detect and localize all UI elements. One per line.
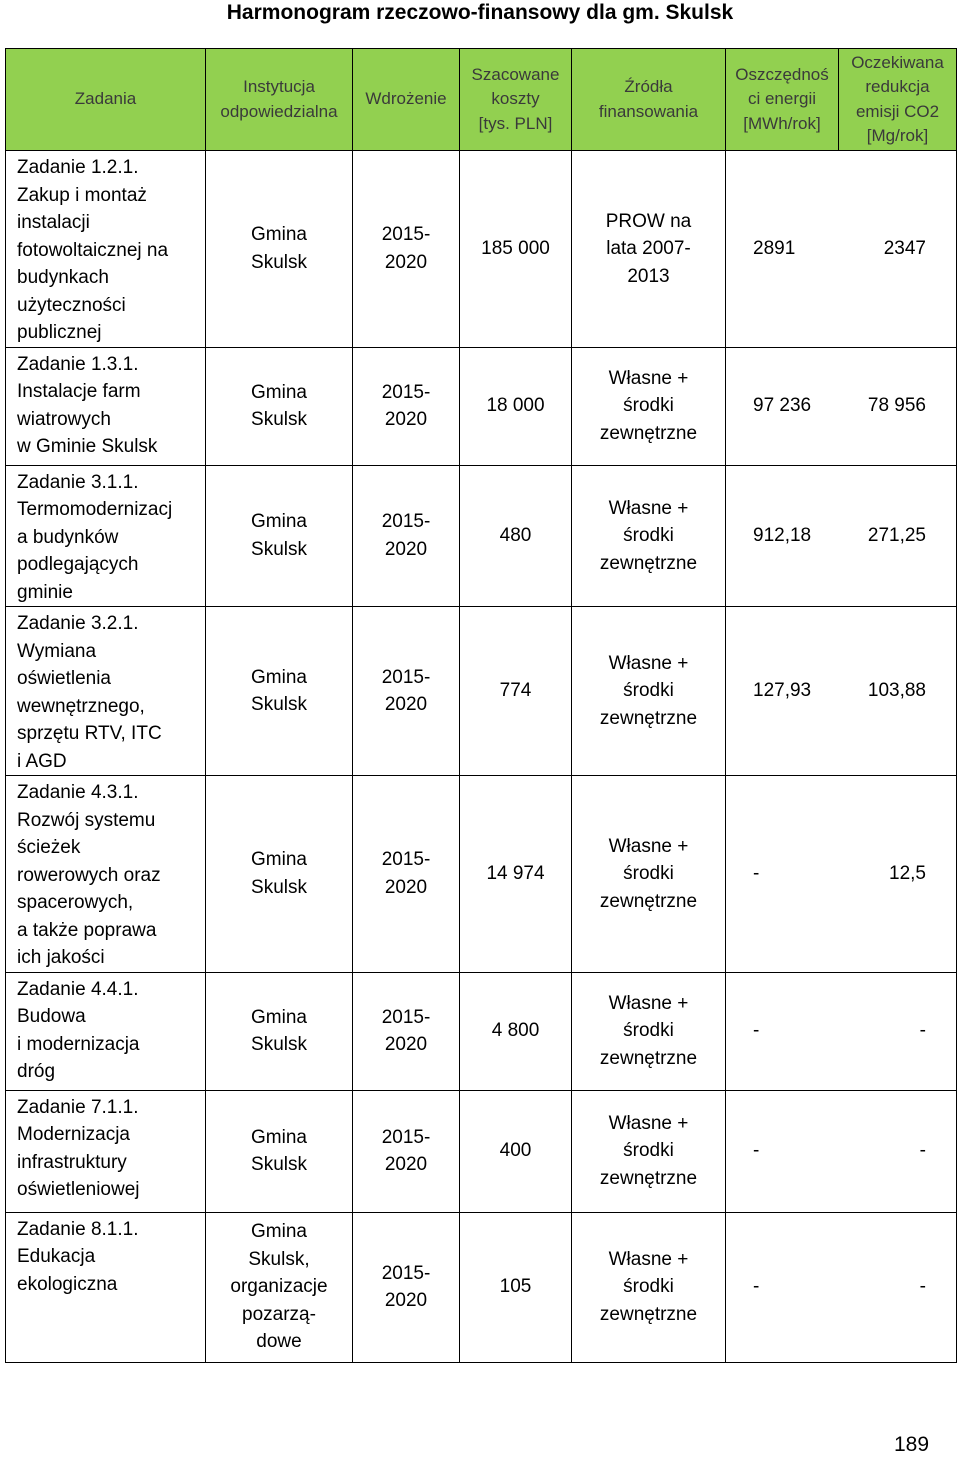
implementation-cell bbox=[353, 1212, 460, 1362]
task-line: i AGD bbox=[17, 750, 67, 772]
savings-reduction-cell bbox=[726, 151, 957, 348]
savings-reduction-cell bbox=[726, 347, 957, 465]
reduction-value: 271,25 bbox=[867, 525, 926, 546]
task-line: dróg bbox=[17, 1061, 56, 1082]
task-line: Zadanie 4.4.1. bbox=[17, 978, 139, 1000]
institution-line: Gmina bbox=[251, 666, 307, 688]
savings-reduction-cell bbox=[726, 465, 957, 607]
cost-value: 400 bbox=[499, 1140, 532, 1162]
institution-line: Skulsk bbox=[251, 1154, 307, 1175]
savings-value: - bbox=[753, 1020, 760, 1042]
source-cell bbox=[572, 465, 726, 607]
institution-line: Skulsk, bbox=[248, 1248, 310, 1270]
document-title: Harmonogram rzeczowo-finansowy dla gm. Skulsk bbox=[226, 1, 734, 24]
institution-cell bbox=[206, 1212, 353, 1362]
task-line: Termomodernizacj bbox=[17, 499, 173, 520]
task-line: a także poprawa bbox=[17, 919, 157, 941]
source-line: środki bbox=[623, 680, 674, 702]
savings-value: 912,18 bbox=[753, 525, 812, 546]
cost-cell bbox=[460, 607, 572, 776]
savings-reduction-pair bbox=[726, 235, 956, 263]
implementation-line: 2015- bbox=[381, 1126, 431, 1148]
task-line: Modernizacja bbox=[17, 1124, 130, 1145]
implementation-cell bbox=[353, 347, 460, 465]
task-line: budynkach bbox=[17, 267, 109, 288]
task-cell bbox=[6, 151, 206, 348]
source-line: zewnętrzne bbox=[599, 707, 698, 729]
source-cell bbox=[572, 1212, 726, 1362]
implementation-line: 2015- bbox=[381, 666, 431, 688]
source-line: Własne + bbox=[608, 497, 689, 519]
reduction-value: 103,88 bbox=[867, 680, 926, 702]
implementation-cell bbox=[353, 1090, 460, 1212]
cost-cell bbox=[460, 776, 572, 973]
source-cell bbox=[572, 1090, 726, 1212]
implementation-line: 2015- bbox=[381, 1262, 431, 1284]
institution-line: Skulsk bbox=[251, 876, 307, 898]
schedule-table bbox=[5, 48, 957, 1363]
task-line: oświetlenia bbox=[17, 668, 111, 689]
task-line: w Gminie Skulsk bbox=[17, 436, 158, 457]
task-line: Zakup i montaż bbox=[17, 184, 147, 206]
institution-line: Gmina bbox=[251, 381, 307, 403]
source-line: środki bbox=[623, 1276, 674, 1298]
task-cell bbox=[6, 347, 206, 465]
institution-line: Skulsk bbox=[251, 538, 307, 560]
savings-value: 127,93 bbox=[753, 680, 812, 702]
implementation-line: 2020 bbox=[384, 694, 428, 715]
task-line: wiatrowych bbox=[17, 408, 111, 430]
task-line: Zadanie 3.2.1. bbox=[17, 613, 139, 634]
reduction-value: 78 956 bbox=[867, 395, 926, 417]
task-line: oświetleniowej bbox=[17, 1179, 140, 1200]
implementation-cell bbox=[353, 465, 460, 607]
implementation-line: 2020 bbox=[384, 1034, 428, 1055]
cost-value: 105 bbox=[499, 1276, 532, 1298]
institution-cell bbox=[206, 972, 353, 1090]
institution-line: dowe bbox=[256, 1331, 302, 1353]
task-line: podlegających bbox=[17, 554, 139, 575]
institution-line: organizacje bbox=[230, 1276, 328, 1298]
table-row bbox=[6, 972, 957, 1090]
task-line: instalacji bbox=[17, 212, 90, 233]
source-cell bbox=[572, 972, 726, 1090]
source-line: Własne + bbox=[608, 1112, 689, 1134]
source-line: środki bbox=[623, 395, 674, 417]
source-line: zewnętrzne bbox=[599, 1167, 698, 1189]
savings-value: 97 236 bbox=[753, 395, 812, 417]
institution-cell bbox=[206, 347, 353, 465]
task-line: sprzętu RTV, ITC bbox=[17, 723, 162, 744]
savings-reduction-pair bbox=[726, 1017, 956, 1045]
cost-value: 14 974 bbox=[486, 863, 545, 884]
source-line: PROW na bbox=[605, 210, 692, 232]
institution-line: Gmina bbox=[251, 1221, 307, 1243]
cost-value: 18 000 bbox=[486, 395, 545, 417]
institution-cell bbox=[206, 1090, 353, 1212]
task-line: Zadanie 8.1.1. bbox=[17, 1218, 139, 1240]
task-line: publicznej bbox=[17, 322, 102, 343]
reduction-value: - bbox=[919, 1020, 926, 1042]
source-line: zewnętrzne bbox=[599, 890, 698, 912]
savings-reduction-pair bbox=[726, 860, 956, 888]
table-row bbox=[6, 607, 957, 776]
table-row bbox=[6, 465, 957, 607]
header-implementation: Wdrożenie bbox=[353, 49, 460, 151]
implementation-cell bbox=[353, 607, 460, 776]
source-cell bbox=[572, 776, 726, 973]
task-cell bbox=[6, 1212, 206, 1362]
institution-line: Gmina bbox=[251, 224, 307, 246]
source-line: środki bbox=[623, 1140, 674, 1162]
source-line: Własne + bbox=[608, 1248, 689, 1270]
cost-value: 774 bbox=[499, 680, 532, 702]
task-line: rowerowych oraz bbox=[17, 864, 161, 886]
task-cell bbox=[6, 1090, 206, 1212]
cost-value: 4 800 bbox=[491, 1020, 540, 1042]
header-reduction: Oczekiwana redukcja emisji CO2 [Mg/rok] bbox=[839, 49, 957, 151]
header-sources: Źródła finansowania bbox=[572, 49, 726, 151]
cost-value: 480 bbox=[499, 525, 532, 546]
table-row bbox=[6, 347, 957, 465]
savings-reduction-cell bbox=[726, 776, 957, 973]
institution-line: Skulsk bbox=[251, 251, 307, 273]
savings-reduction-pair bbox=[726, 1137, 956, 1165]
implementation-cell bbox=[353, 972, 460, 1090]
table-row bbox=[6, 776, 957, 973]
source-line: zewnętrzne bbox=[599, 1303, 698, 1325]
implementation-line: 2020 bbox=[384, 538, 428, 560]
source-line: środki bbox=[623, 1020, 674, 1042]
savings-reduction-cell bbox=[726, 1212, 957, 1362]
cost-cell bbox=[460, 972, 572, 1090]
table-row bbox=[6, 1090, 957, 1212]
table-row bbox=[6, 1212, 957, 1362]
task-line: Instalacje farm bbox=[17, 381, 141, 402]
implementation-line: 2020 bbox=[384, 1290, 428, 1311]
implementation-cell bbox=[353, 776, 460, 973]
task-line: użyteczności bbox=[17, 294, 126, 316]
task-line: ich jakości bbox=[17, 947, 105, 968]
task-cell bbox=[6, 776, 206, 973]
implementation-line: 2020 bbox=[384, 876, 428, 898]
savings-reduction-cell bbox=[726, 1090, 957, 1212]
institution-line: Skulsk bbox=[251, 1034, 307, 1055]
task-line: i modernizacja bbox=[17, 1033, 140, 1055]
header-costs: Szacowane koszty [tys. PLN] bbox=[460, 49, 572, 151]
implementation-line: 2020 bbox=[384, 1154, 428, 1175]
savings-reduction-pair bbox=[726, 392, 956, 420]
source-line: Własne + bbox=[608, 652, 689, 674]
institution-line: Skulsk bbox=[251, 694, 307, 715]
institution-cell bbox=[206, 465, 353, 607]
source-line: lata 2007- bbox=[606, 238, 691, 259]
task-line: Zadanie 3.1.1. bbox=[17, 471, 139, 493]
implementation-cell bbox=[353, 151, 460, 348]
source-line: 2013 bbox=[627, 265, 670, 287]
savings-reduction-pair bbox=[726, 1273, 956, 1301]
source-line: środki bbox=[623, 863, 674, 884]
task-line: spacerowych, bbox=[17, 892, 134, 913]
institution-line: Gmina bbox=[251, 1126, 307, 1148]
source-line: Własne + bbox=[608, 367, 689, 389]
reduction-value: 12,5 bbox=[889, 863, 926, 884]
task-line: Zadanie 1.3.1. bbox=[17, 353, 139, 375]
institution-line: Gmina bbox=[251, 511, 307, 533]
task-line: Zadanie 1.2.1. bbox=[17, 157, 139, 178]
source-line: środki bbox=[623, 525, 674, 546]
institution-line: Gmina bbox=[251, 1006, 307, 1028]
cost-cell bbox=[460, 1090, 572, 1212]
source-line: Własne + bbox=[608, 835, 689, 857]
source-line: zewnętrzne bbox=[599, 1047, 698, 1069]
source-cell bbox=[572, 607, 726, 776]
savings-value: - bbox=[753, 1140, 760, 1162]
institution-cell bbox=[206, 151, 353, 348]
cost-cell bbox=[460, 347, 572, 465]
reduction-value: - bbox=[919, 1276, 926, 1298]
task-line: fotowoltaicznej na bbox=[17, 239, 169, 261]
header-institution: Instytucja odpowiedzialna bbox=[206, 49, 353, 151]
cost-cell bbox=[460, 151, 572, 348]
header-row bbox=[6, 49, 957, 151]
cost-cell bbox=[460, 1212, 572, 1362]
savings-reduction-cell bbox=[726, 607, 957, 776]
header-task: Zadania bbox=[6, 49, 206, 151]
implementation-line: 2020 bbox=[384, 409, 428, 430]
task-cell bbox=[6, 465, 206, 607]
savings-value: - bbox=[753, 863, 760, 884]
implementation-line: 2015- bbox=[381, 381, 431, 403]
implementation-line: 2015- bbox=[381, 1006, 431, 1028]
institution-cell bbox=[206, 776, 353, 973]
savings-value: - bbox=[753, 1276, 760, 1298]
task-line: Zadanie 4.3.1. bbox=[17, 782, 139, 803]
source-cell bbox=[572, 347, 726, 465]
savings-reduction-pair bbox=[726, 522, 956, 550]
task-line: Budowa bbox=[17, 1006, 86, 1027]
cost-cell bbox=[460, 465, 572, 607]
implementation-line: 2015- bbox=[381, 849, 431, 871]
reduction-value: - bbox=[919, 1140, 926, 1162]
task-line: Rozwój systemu bbox=[17, 809, 156, 831]
institution-line: pozarzą- bbox=[242, 1303, 316, 1325]
source-line: Własne + bbox=[608, 992, 689, 1014]
savings-reduction-pair bbox=[726, 677, 956, 705]
task-line: Zadanie 7.1.1. bbox=[17, 1096, 139, 1118]
savings-reduction-cell bbox=[726, 972, 957, 1090]
header-savings: Oszczędnoś ci energii [MWh/rok] bbox=[726, 49, 839, 151]
cost-value: 185 000 bbox=[481, 238, 550, 259]
task-line: ekologiczna bbox=[17, 1273, 118, 1295]
task-cell bbox=[6, 607, 206, 776]
task-line: gminie bbox=[17, 581, 73, 603]
source-line: zewnętrzne bbox=[599, 552, 698, 574]
page-number: 189 bbox=[894, 1433, 930, 1456]
source-line: zewnętrzne bbox=[599, 422, 698, 444]
task-line: Edukacja bbox=[17, 1246, 96, 1267]
task-line: Wymiana bbox=[17, 640, 97, 662]
task-line: ścieżek bbox=[17, 837, 81, 858]
implementation-line: 2015- bbox=[381, 224, 431, 246]
task-line: wewnętrznego, bbox=[17, 695, 145, 717]
task-cell bbox=[6, 972, 206, 1090]
reduction-value: 2347 bbox=[883, 238, 926, 259]
source-cell bbox=[572, 151, 726, 348]
savings-value: 2891 bbox=[753, 238, 796, 259]
implementation-line: 2015- bbox=[381, 511, 431, 533]
task-line: infrastruktury bbox=[17, 1151, 127, 1173]
institution-cell bbox=[206, 607, 353, 776]
implementation-line: 2020 bbox=[384, 251, 428, 273]
institution-line: Gmina bbox=[251, 849, 307, 871]
institution-line: Skulsk bbox=[251, 409, 307, 430]
task-line: a budynków bbox=[17, 526, 119, 548]
table-row bbox=[6, 151, 957, 348]
